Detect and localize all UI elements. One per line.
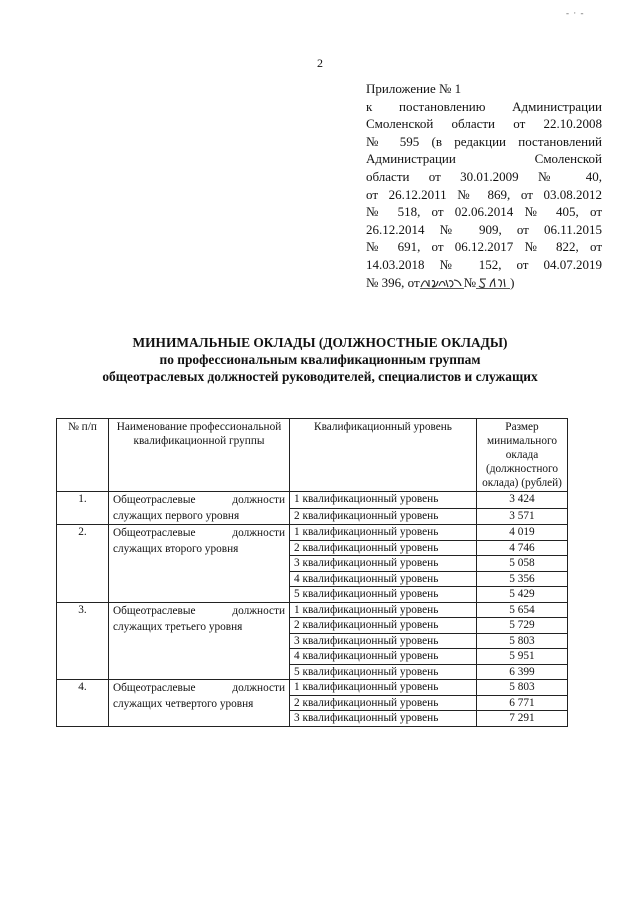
group-name-text: Общеотраслевые должности служащих первого уровня bbox=[113, 494, 285, 522]
appendix-last-suffix: ) bbox=[510, 274, 515, 290]
table-row bbox=[57, 525, 568, 541]
appendix-line: от 26.12.2011 № 869, от 03.08.2012 bbox=[366, 186, 602, 202]
pay-cell: 5 654 bbox=[477, 602, 568, 618]
level-cell: 2 квалификационный уровень bbox=[290, 540, 477, 556]
group-num: 4. bbox=[57, 680, 109, 727]
level-cell: 1 квалификационный уровень bbox=[290, 525, 477, 541]
group-num: 1. bbox=[57, 492, 109, 525]
level-cell: 5 квалификационный уровень bbox=[290, 587, 477, 603]
group-name bbox=[109, 525, 290, 603]
group-name-text: Общеотраслевые должности служащих второго уровня bbox=[113, 527, 285, 555]
appendix-last-prefix: № 396, от bbox=[366, 274, 420, 290]
table-row bbox=[57, 602, 568, 618]
appendix-header bbox=[366, 80, 602, 291]
level-cell: 4 квалификационный уровень bbox=[290, 649, 477, 665]
pay-cell: 3 571 bbox=[477, 508, 568, 525]
document-title bbox=[0, 334, 640, 385]
appendix-title: Приложение № 1 bbox=[366, 81, 462, 96]
pay-cell: 5 951 bbox=[477, 649, 568, 665]
table-row bbox=[57, 492, 568, 509]
appendix-line: к постановлению Администрации bbox=[366, 98, 602, 114]
pay-cell: 5 803 bbox=[477, 680, 568, 696]
pay-cell: 5 058 bbox=[477, 556, 568, 572]
appendix-last-no: № bbox=[463, 274, 477, 290]
appendix-line: № 691, от 06.12.2017 № 822, от bbox=[366, 239, 602, 255]
pay-cell: 4 746 bbox=[477, 540, 568, 556]
appendix-line: области от 30.01.2009 № 40, bbox=[366, 168, 602, 184]
level-cell: 3 квалификационный уровень bbox=[290, 711, 477, 727]
appendix-line: № 518, от 02.06.2014 № 405, от bbox=[366, 204, 602, 220]
level-cell: 2 квалификационный уровень bbox=[290, 508, 477, 525]
salary-table bbox=[56, 418, 568, 727]
handwritten-date-signature bbox=[420, 276, 464, 290]
group-num: 2. bbox=[57, 525, 109, 603]
appendix-last-line bbox=[366, 274, 602, 292]
handwritten-number-signature bbox=[476, 276, 510, 290]
pay-cell: 4 019 bbox=[477, 525, 568, 541]
pay-cell: 3 424 bbox=[477, 492, 568, 509]
pay-cell: 6 771 bbox=[477, 695, 568, 711]
level-cell: 2 квалификационный уровень bbox=[290, 695, 477, 711]
level-cell: 1 квалификационный уровень bbox=[290, 680, 477, 696]
document-title-line3: общеотраслевых должностей руководителей, специалистов и служащих bbox=[102, 369, 538, 384]
table-header-row bbox=[57, 419, 568, 492]
appendix-line: Смоленской области от 22.10.2008 bbox=[366, 116, 602, 132]
level-cell: 2 квалификационный уровень bbox=[290, 618, 477, 634]
page-number: 2 bbox=[317, 56, 323, 70]
level-cell: 5 квалификационный уровень bbox=[290, 664, 477, 680]
corner-scan-mark: - · - bbox=[566, 8, 585, 18]
document-title-line2: по профессиональным квалификационным группам bbox=[159, 352, 481, 367]
group-name bbox=[109, 680, 290, 727]
level-cell: 3 квалификационный уровень bbox=[290, 556, 477, 572]
header-level: Квалификационный уровень bbox=[290, 419, 477, 492]
pay-cell: 5 729 bbox=[477, 618, 568, 634]
group-name-text: Общеотраслевые должности служащих четвертого уровня bbox=[113, 682, 285, 710]
pay-cell: 6 399 bbox=[477, 664, 568, 680]
appendix-line: № 595 (в редакции постановлений bbox=[366, 133, 602, 149]
level-cell: 1 квалификационный уровень bbox=[290, 492, 477, 509]
appendix-line: 14.03.2018 № 152, от 04.07.2019 bbox=[366, 256, 602, 272]
group-name bbox=[109, 602, 290, 680]
appendix-body bbox=[366, 98, 602, 292]
level-cell: 4 квалификационный уровень bbox=[290, 571, 477, 587]
header-group: Наименование профессиональной квалификационной группы bbox=[109, 419, 290, 492]
pay-cell: 5 803 bbox=[477, 633, 568, 649]
level-cell: 3 квалификационный уровень bbox=[290, 633, 477, 649]
appendix-line: Администрации Смоленской bbox=[366, 151, 602, 167]
document-title-line1: МИНИМАЛЬНЫЕ ОКЛАДЫ (ДОЛЖНОСТНЫЕ ОКЛАДЫ) bbox=[132, 335, 508, 350]
group-name-text: Общеотраслевые должности служащих третьего уровня bbox=[113, 604, 285, 633]
table-row bbox=[57, 680, 568, 696]
pay-cell: 5 356 bbox=[477, 571, 568, 587]
header-num: № п/п bbox=[57, 419, 109, 492]
pay-cell: 7 291 bbox=[477, 711, 568, 727]
group-name bbox=[109, 492, 290, 525]
level-cell: 1 квалификационный уровень bbox=[290, 602, 477, 618]
appendix-line: 26.12.2014 № 909, от 06.11.2015 bbox=[366, 221, 602, 237]
group-num: 3. bbox=[57, 602, 109, 680]
pay-cell: 5 429 bbox=[477, 587, 568, 603]
header-pay: Размер минимального оклада (должностного оклада) (рублей) bbox=[477, 419, 568, 492]
